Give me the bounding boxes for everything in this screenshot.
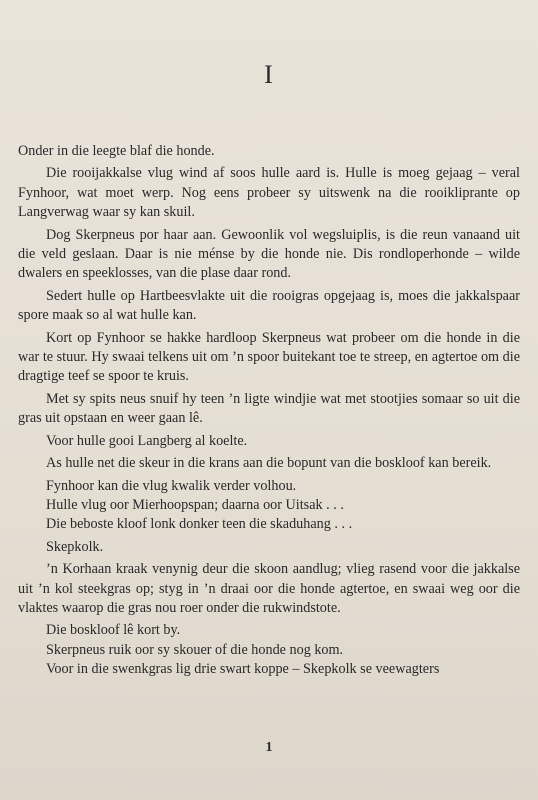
chapter-numeral: I (264, 60, 274, 89)
paragraph: Met sy spits neus snuif hy teen ’n ligte windjie wat met stootjies somaar so uit die gras uit opstaan en weer gaan lê. (18, 390, 520, 427)
page-number: 1 (265, 740, 273, 755)
body-text (18, 142, 520, 680)
paragraph: Die beboste kloof lonk donker teen die skaduhang . . . (46, 516, 353, 533)
paragraph: Hulle vlug oor Mierhoopspan; daarna oor Uitsak . . . (46, 496, 344, 513)
paragraph: Skerpneus ruik oor sy skouer of die honde nog kom. (46, 641, 344, 658)
paragraph: Voor in die swenkgras lig drie swart koppe – Skepkolk se veewagters (46, 661, 440, 678)
paragraph: Die rooijakkalse vlug wind af soos hulle aard is. Hulle is moeg gejaag – veral Fynhoor, wat moet werp. Nog eens probeer sy uitswenk na die rooikliprante op Langverwag waar sy kan skuil. (18, 165, 520, 221)
paragraph: Dog Skerpneus por haar aan. Gewoonlik vol wegsluiplis, is die reun vanaand uit die veld geslaan. Daar is nie ménse by die honde nie. Dis rondloperhonde – wilde dwalers en speeklosses, van die plase daar rond. (18, 226, 520, 282)
paragraph: Voor hulle gooi Langberg al koelte. (46, 432, 248, 449)
paragraph: Skepkolk. (46, 538, 104, 555)
paragraph: Fynhoor kan die vlug kwalik verder volhou. (46, 477, 297, 494)
paragraph: Onder in die leegte blaf die honde. (18, 143, 215, 159)
paragraph: Kort op Fynhoor se hakke hardloop Skerpneus wat probeer om die honde in die war te stuur. Hy swaai telkens uit om ’n spoor buitekant toe te streep, en agtertoe om die dragtige teef se spoor te kruis. (18, 329, 520, 385)
paragraph: Die boskloof lê kort by. (46, 622, 181, 639)
paragraph: Sedert hulle op Hartbeesvlakte uit die rooigras opgejaag is, moes die jakkalspaar spore maak so al wat hulle kan. (18, 287, 520, 324)
paragraph: As hulle net die skeur in die krans aan die bopunt van die boskloof kan bereik. (46, 455, 492, 472)
paragraph: ’n Korhaan kraak venynig deur die skoon aandlug; vlieg rasend voor die jakkalse uit ’n kol steekgras op; styg in ’n draai oor die honde agtertoe, en swaai weg oor die vlaktes waarop die gras nou roer onder die rukwindstote. (18, 561, 520, 616)
